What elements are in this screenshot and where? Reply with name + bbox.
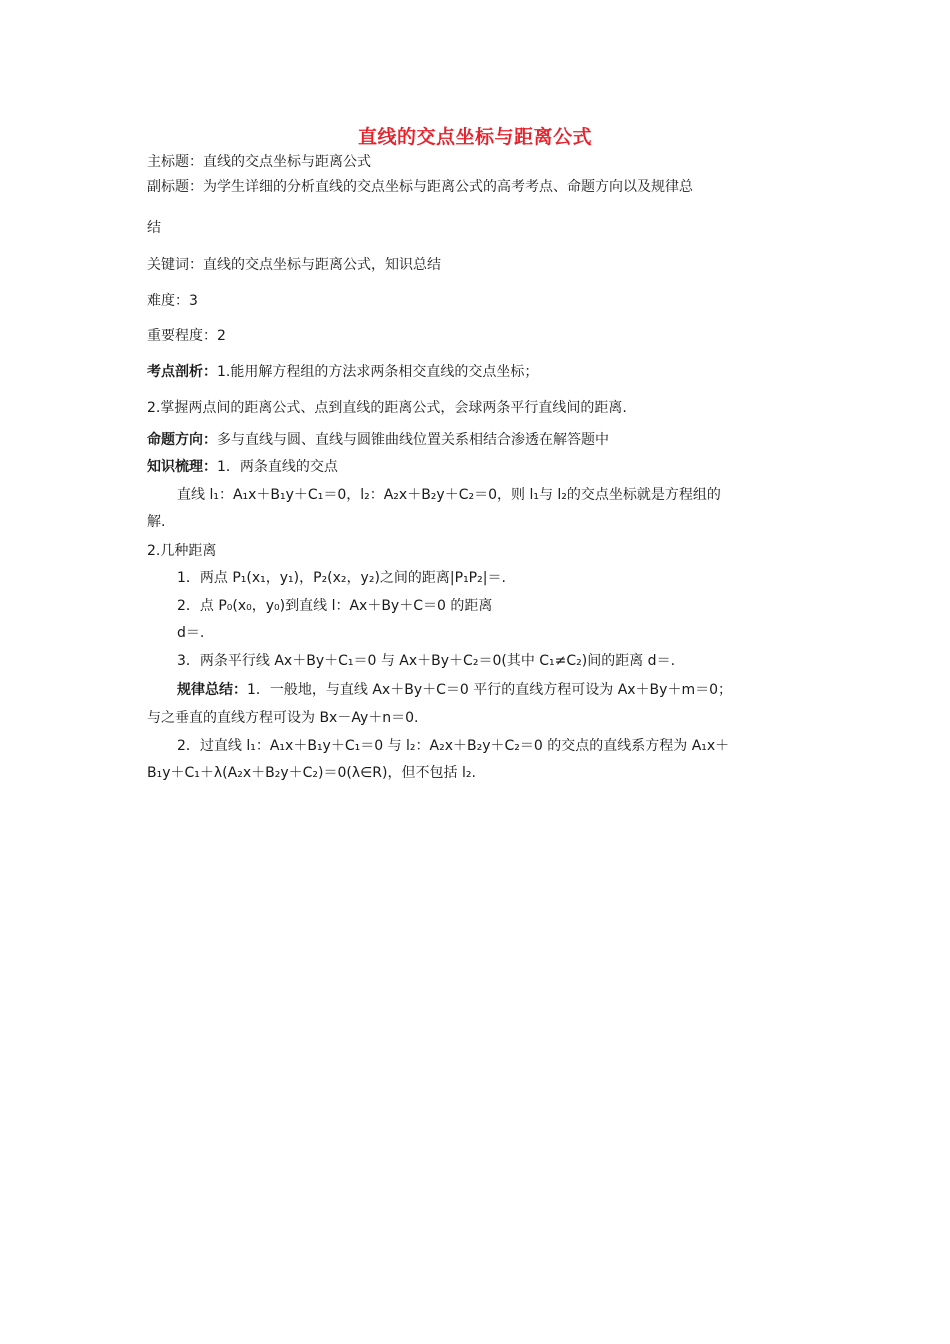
analysis-label: 考点剖析：: [147, 364, 217, 380]
analysis-line-2: 2.掌握两点间的距离公式、点到直线的距离公式，会球两条平行直线间的距离.: [147, 400, 627, 416]
knowledge-line: [147, 457, 338, 477]
rules-label: 规律总结：: [177, 682, 247, 698]
subtitle-line-1: 副标题：为学生详细的分析直线的交点坐标与距离公式的高考考点、命题方向以及规律总: [147, 179, 693, 195]
distance-item-2: 2．点 P₀(x₀，y₀)到直线 l：Ax＋By＋C＝0 的距离: [177, 598, 493, 614]
keywords-line: 关键词：直线的交点坐标与距离公式，知识总结: [147, 257, 441, 273]
importance-line: 重要程度：2: [147, 328, 226, 344]
knowledge-text: 1．两条直线的交点: [217, 459, 338, 475]
direction-line: [147, 430, 609, 450]
main-title-line: 主标题：直线的交点坐标与距离公式: [147, 154, 371, 170]
direction-label: 命题方向：: [147, 432, 217, 448]
document-title: 直线的交点坐标与距离公式: [357, 126, 592, 148]
rules-line-2a: 2．过直线 l₁：A₁x＋B₁y＋C₁＝0 与 l₂：A₂x＋B₂y＋C₂＝0 的交点的直线系方程为 A₁x＋: [177, 738, 730, 754]
rules-line-2b: B₁y＋C₁＋λ(A₂x＋B₂y＋C₂)＝0(λ∈R)，但不包括 l₂.: [147, 765, 476, 781]
distance-item-1: 1．两点 P₁(x₁，y₁)，P₂(x₂，y₂)之间的距离|P₁P₂|＝.: [177, 570, 506, 586]
distance-item-3: 3．两条平行线 Ax＋By＋C₁＝0 与 Ax＋By＋C₂＝0(其中 C₁≠C₂)间的距离 d＝.: [177, 653, 676, 669]
rules-line-1b: 与之垂直的直线方程可设为 Bx－Ay＋n＝0.: [147, 710, 419, 726]
analysis-text: 1.能用解方程组的方法求两条相交直线的交点坐标；: [217, 364, 539, 380]
direction-text: 多与直线与圆、直线与圆锥曲线位置关系相结合渗透在解答题中: [217, 432, 609, 448]
rules-text-1a: 1．一般地，与直线 Ax＋By＋C＝0 平行的直线方程可设为 Ax＋By＋m＝0；: [247, 682, 732, 698]
rules-line-1: [177, 680, 732, 700]
analysis-line: [147, 362, 538, 382]
difficulty-line: 难度：3: [147, 293, 198, 309]
distance-heading: 2.几种距离: [147, 543, 217, 559]
intersection-line-2: 解.: [147, 514, 166, 530]
intersection-line-1: 直线 l₁：A₁x＋B₁y＋C₁＝0，l₂：A₂x＋B₂y＋C₂＝0，则 l₁与 l₂的交点坐标就是方程组的: [177, 487, 721, 503]
subtitle-line-2: 结: [147, 220, 161, 236]
distance-item-2b: d＝.: [177, 625, 205, 641]
knowledge-label: 知识梳理：: [147, 459, 217, 475]
